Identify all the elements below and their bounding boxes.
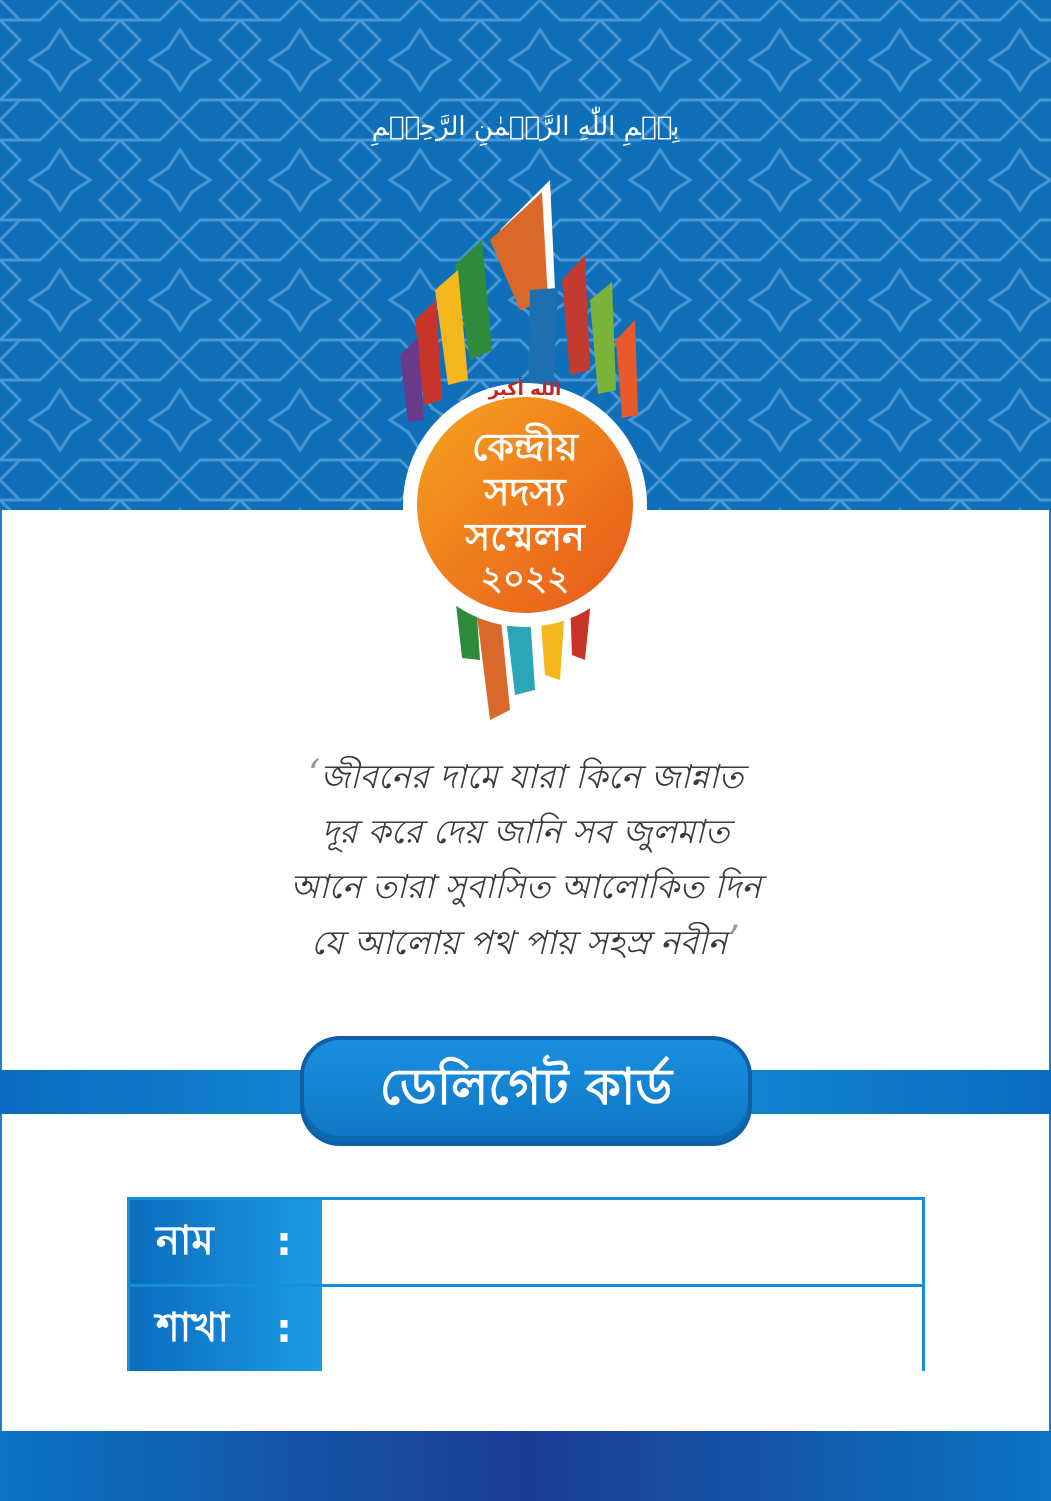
poem-quote — [0, 748, 1051, 970]
branch-label: শাখা : — [130, 1287, 322, 1371]
quote-line-2: দূর করে দেয় জানি সব জুলমাত — [321, 812, 730, 851]
name-colon: : — [276, 1219, 292, 1265]
footer-band — [0, 1431, 1051, 1501]
name-field[interactable] — [322, 1200, 922, 1284]
branch-colon: : — [276, 1306, 292, 1352]
close-quote-mark: ’ — [727, 918, 740, 964]
branch-field[interactable] — [322, 1287, 922, 1371]
conference-emblem — [380, 170, 670, 730]
bismillah-calligraphy: بِسۡمِ اللّٰهِ الرَّحۡمٰنِ الرَّحِیۡمِ — [371, 112, 680, 142]
emblem-line-1: কেন্দ্রীয় — [472, 425, 578, 469]
quote-line-1: ‘জীবনের দামে যারা কিনে জান্নাত — [307, 752, 744, 798]
emblem-line-3: সম্মেলন — [465, 515, 585, 559]
name-row — [130, 1200, 922, 1284]
name-label: নাম : — [130, 1200, 322, 1284]
quote-line-3: আনে তারা সুবাসিত আলোকিত দিন — [290, 867, 761, 906]
emblem-line-2: সদস্য — [484, 470, 566, 514]
emblem-year: ২০২২ — [480, 559, 570, 599]
branch-row — [130, 1287, 922, 1371]
open-quote-mark: ‘ — [307, 752, 321, 798]
quote-line-4: যে আলোয় পথ পায় সহস্র নবীন’ — [311, 918, 740, 964]
delegate-info-form — [127, 1197, 925, 1371]
emblem-takbir: الله أكبر — [488, 379, 562, 400]
delegate-card-title: ডেলিগেট কার্ড — [300, 1036, 752, 1146]
